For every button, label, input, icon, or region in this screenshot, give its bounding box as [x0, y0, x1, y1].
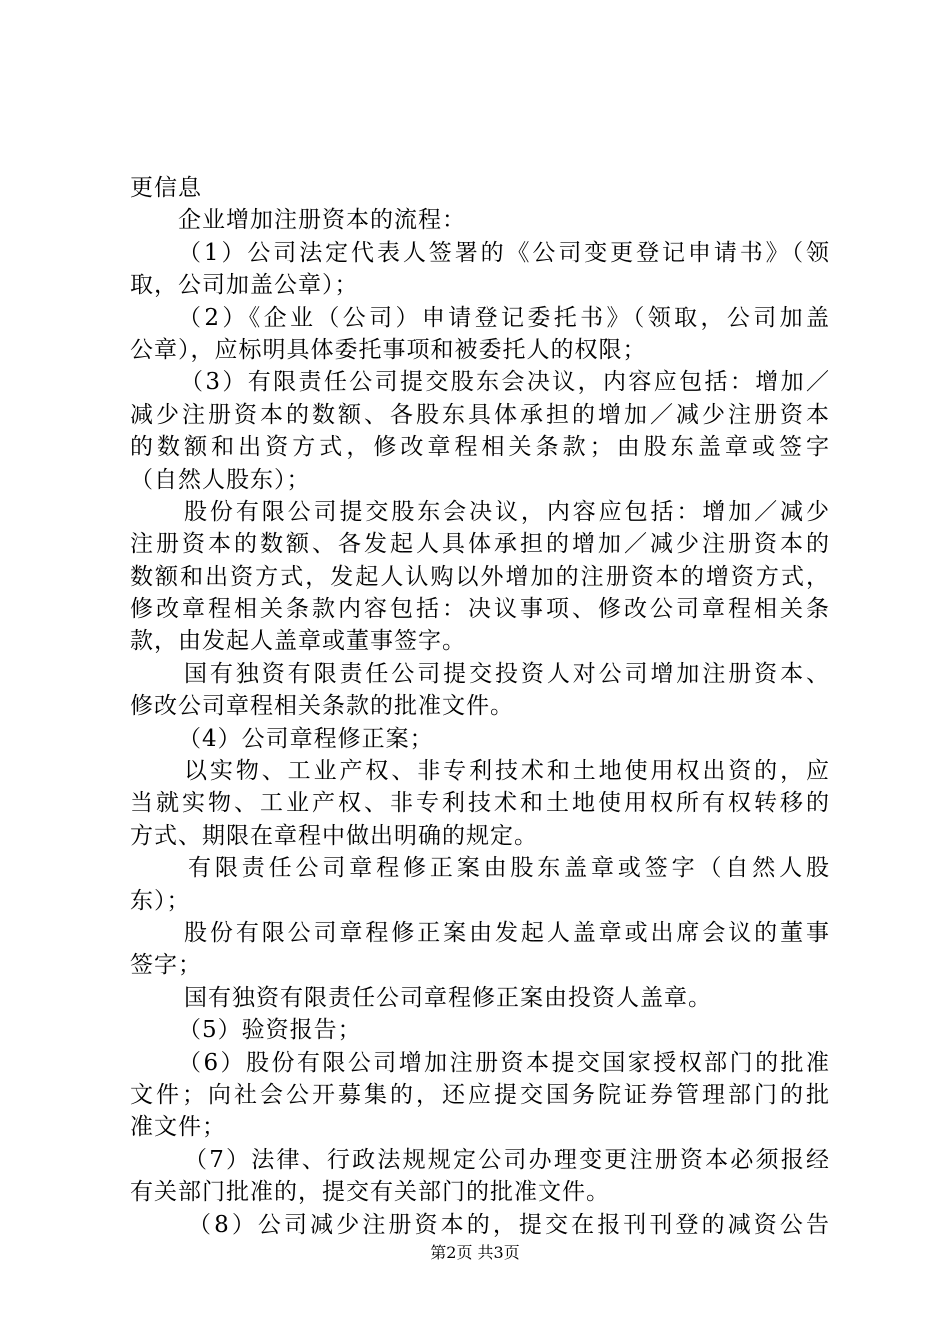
text-line: 数额和出资方式，发起人认购以外增加的注册资本的增资方式， — [130, 563, 830, 590]
text-line: 股份有限公司提交股东会决议，内容应包括：增加／减少 — [184, 498, 830, 525]
document-body — [130, 172, 830, 1241]
text-line: 国有独资有限责任公司章程修正案由投资人盖章。 — [184, 984, 712, 1011]
text-line: （1）公司法定代表人签署的《公司变更登记申请书》（领 — [178, 239, 830, 266]
text-line: 东）； — [130, 887, 191, 914]
text-line: 准文件； — [130, 1114, 226, 1141]
text-line: （7）法律、行政法规规定公司办理变更注册资本必须报经 — [184, 1146, 830, 1173]
text-line: （8）公司减少注册资本的，提交在报刊刊登的减资公告 — [188, 1211, 830, 1238]
text-line: （2）《企业（公司）申请登记委托书》（领取，公司加盖 — [178, 304, 830, 331]
text-line: 取，公司加盖公章）； — [130, 272, 359, 299]
text-line: 有关部门批准的，提交有关部门的批准文件。 — [130, 1179, 610, 1206]
text-line: 修改章程相关条款内容包括：决议事项、修改公司章程相关条 — [130, 596, 830, 623]
text-line: 文件；向社会公开募集的，还应提交国务院证券管理部门的批 — [130, 1081, 830, 1108]
text-line: 方式、期限在章程中做出明确的规定。 — [130, 822, 538, 849]
text-line: （自然人股东）； — [130, 466, 311, 493]
text-line: 公章），应标明具体委托事项和被委托人的权限； — [130, 336, 647, 363]
text-line: 注册资本的数额、各发起人具体承担的增加／减少注册资本的 — [130, 531, 830, 558]
text-line: 款，由发起人盖章或董事签字。 — [130, 628, 466, 655]
text-line: 更信息 — [130, 175, 202, 201]
text-line: 修改公司章程相关条款的批准文件。 — [130, 693, 514, 720]
text-line: 签字； — [130, 952, 202, 979]
page-number-footer: 第2页 共3页 — [430, 1243, 520, 1262]
text-line: 的数额和出资方式，修改章程相关条款；由股东盖章或签字 — [130, 434, 830, 461]
text-line: （3）有限责任公司提交股东会决议，内容应包括：增加／ — [180, 369, 830, 396]
text-line: 当就实物、工业产权、非专利技术和土地使用权所有权转移的 — [130, 790, 830, 817]
text-line: 以实物、工业产权、非专利技术和土地使用权出资的，应 — [184, 758, 830, 785]
text-line: （5）验资报告； — [178, 1017, 362, 1044]
text-line: （6）股份有限公司增加注册资本提交国家授权部门的批准 — [178, 1049, 830, 1076]
text-line: 有限责任公司章程修正案由股东盖章或签字（自然人股 — [188, 855, 830, 882]
text-line: 减少注册资本的数额、各股东具体承担的增加／减少注册资本 — [130, 401, 830, 428]
text-line: 股份有限公司章程修正案由发起人盖章或出席会议的董事 — [184, 919, 830, 946]
text-line: 企业增加注册资本的流程： — [178, 207, 466, 234]
text-line: 国有独资有限责任公司提交投资人对公司增加注册资本、 — [184, 660, 830, 687]
text-line: （4）公司章程修正案； — [178, 725, 434, 752]
